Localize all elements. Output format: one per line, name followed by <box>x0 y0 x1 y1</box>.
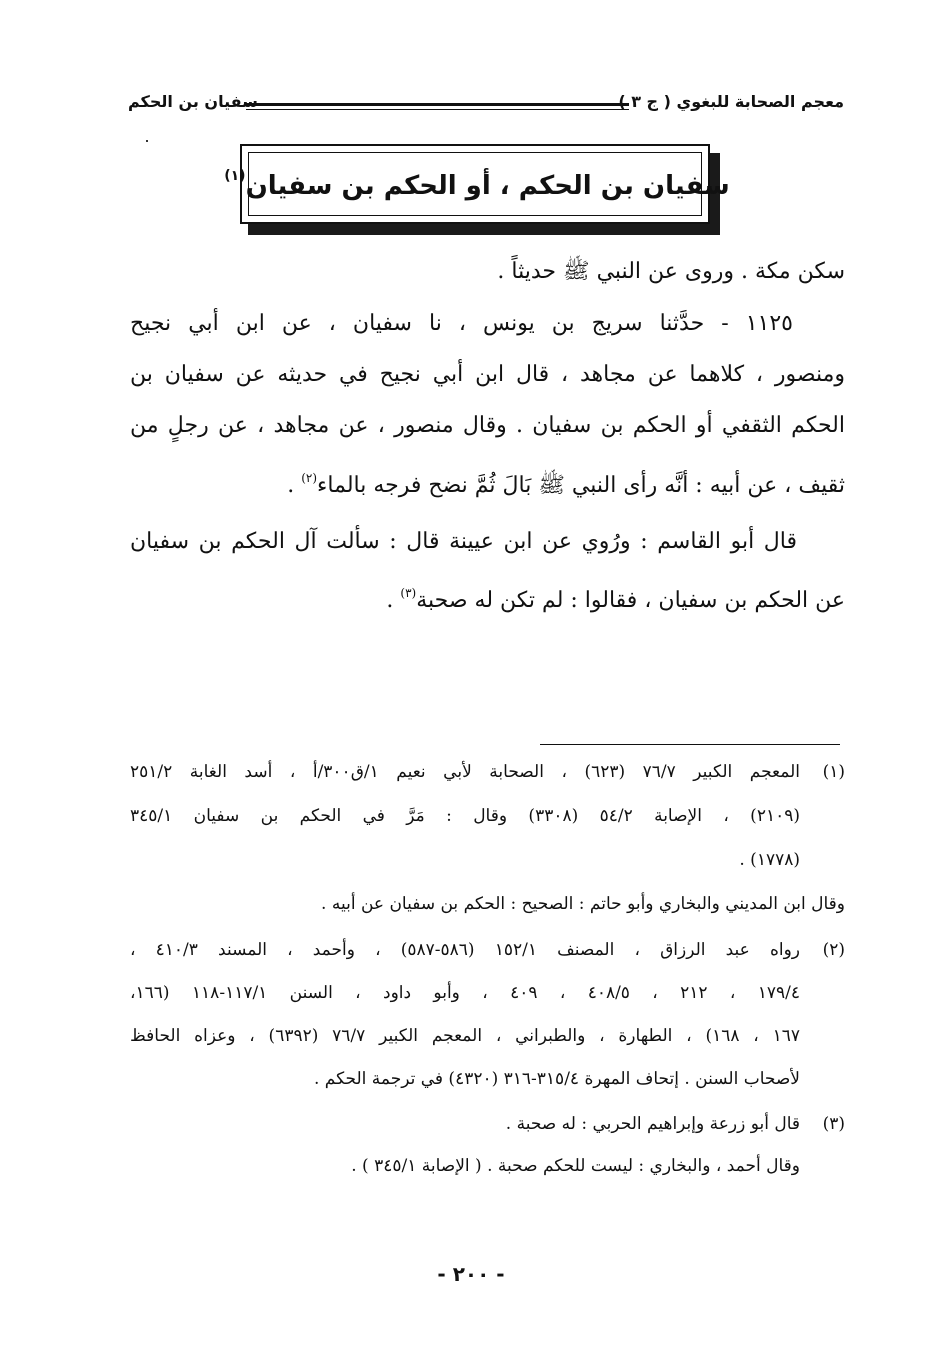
footnote-1-line-3: (١٧٧٨) . <box>739 850 800 870</box>
footnote-1-marker: (١) <box>822 762 845 782</box>
note-line-2 <box>386 579 845 615</box>
hadith-line-4-text: ثقيف ، عن أبيه : أنَّه رأى النبي ﷺ بَالَ ثُمَّ نضح فرجه بالماء <box>317 473 845 498</box>
footnote-2-line-3: ١٦٧ ، ١٦٨) ، الطهارة ، والطبراني ، المعجم الكبير ٧٦/٧ (٦٣٩٢) ، وعزاه الحافظ <box>130 1026 800 1046</box>
footnote-2-line-4: لأصحاب السنن . إتحاف المهرة ٣١٥/٤-٣١٦ (٤٣٢٠) في ترجمة الحكم . <box>313 1069 800 1089</box>
footnote-2-marker: (٢) <box>822 940 845 960</box>
hadith-line-2: ومنصور ، كلاهما عن مجاهد ، قال ابن أبي نجيح في حديثه عن سفيان بن <box>130 362 845 387</box>
footnote-1-line-1: المعجم الكبير ٧٦/٧ (٦٢٣) ، الصحابة لأبي نعيم ١/ق٣٠٠/أ ، أسد الغابة ٢٥١/٢ <box>130 762 800 782</box>
note-end-punct: . <box>386 588 401 613</box>
entry-title-frame <box>224 152 730 216</box>
footnote-separator <box>540 744 840 745</box>
footnote-3-line-2: وقال أحمد ، والبخاري : ليست للحكم صحبة . ( الإصابة ٣٤٥/١ ) . <box>351 1156 800 1176</box>
page-number: - ٢٠٠ - <box>437 1262 505 1286</box>
entry-title-text: سفيان بن الحكم ، أو الحكم بن سفيان <box>245 170 730 201</box>
running-header-book-title: معجم الصحابة للبغوي ( ج ٣ ) <box>618 92 844 111</box>
header-rule-thin <box>246 109 629 110</box>
footnote-1-line-2: (٢١٠٩) ، الإصابة ٥٤/٢ (٣٣٠٨) وقال : مَرَّ في الحكم بن سفيان ٣٤٥/١ <box>130 806 800 826</box>
footnote-2-line-2: ١٧٩/٤ ، ٢١٢ ، ٤٠٨/٥ ، ٤٠٩ ، وأبو داود ، السنن ١١٧/١-١١٨ (١٦٦، <box>130 983 801 1003</box>
footnote-3-marker: (٣) <box>822 1114 845 1134</box>
note-line-2-text: عن الحكم بن سفيان ، فقالوا : لم تكن له صحبة <box>416 588 845 613</box>
footnote-1-extra: وقال ابن المديني والبخاري وأبو حاتم : الصحيح : الحكم بن سفيان عن أبيه . <box>321 894 845 914</box>
entry-title <box>220 168 730 201</box>
hadith-end-punct: . <box>287 473 302 498</box>
footnote-2-line-1: رواه عبد الرزاق ، المصنف ١٥٢/١ (٥٨٦-٥٨٧) ، وأحمد ، المسند ٤١٠/٣ ، <box>130 940 801 960</box>
footnote-3-line-1: قال أبو زرعة وإبراهيم الحربي : له صحبة . <box>505 1114 800 1134</box>
footnote-1 <box>130 762 845 922</box>
running-header-entry-name: سفيان بن الحكم <box>128 92 258 111</box>
hadith-line-3: الحكم الثقفي أو الحكم بن سفيان . وقال منصور ، عن مجاهد ، عن رجلٍ من <box>130 413 845 438</box>
entry-body <box>130 258 845 618</box>
note-footnote-ref: (٣) <box>400 586 417 600</box>
header-rule-thick <box>246 103 629 106</box>
footnote-2 <box>130 940 845 1100</box>
hadith-footnote-ref: (٢) <box>301 471 318 485</box>
speck <box>146 140 148 142</box>
entry-title-box <box>224 144 730 224</box>
intro-line: سكن مكة . وروى عن النبي ﷺ حديثاً . <box>497 259 845 284</box>
note-line-1: قال أبو القاسم : ورُوي عن ابن عيينة قال : سألت آل الحكم بن سفيان <box>130 529 797 554</box>
entry-title-footnote-ref: (١) <box>224 167 246 184</box>
footnote-3 <box>130 1114 845 1194</box>
hadith-line-4 <box>287 464 845 500</box>
hadith-line-1: ١١٢٥ - حدَّثنا سريج بن يونس ، نا سفيان ، عن ابن أبي نجيح <box>130 311 793 336</box>
running-header <box>128 92 844 116</box>
